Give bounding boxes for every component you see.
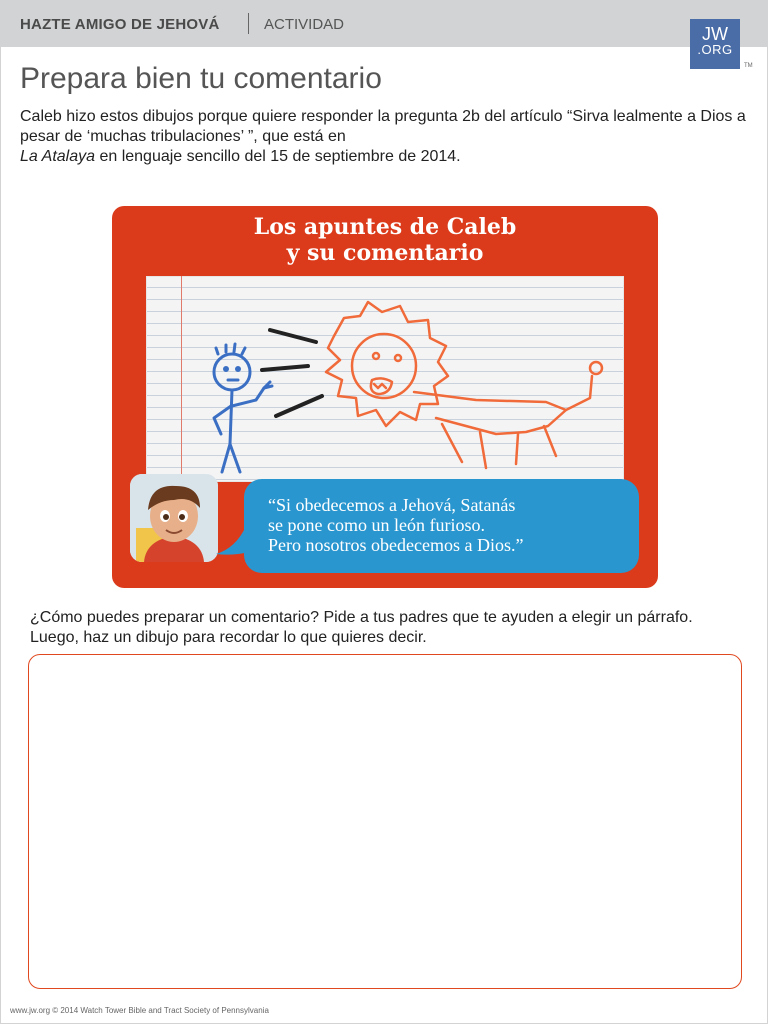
series-title: HAZTE AMIGO DE JEHOVÁ	[20, 16, 220, 33]
card-title	[112, 214, 658, 266]
publication-name: La Atalaya	[20, 148, 96, 165]
caleb-avatar	[130, 474, 218, 562]
stick-figure-boy	[214, 344, 272, 472]
caleb-quote: “Si obedecemos a Jehová, Satanás se pone como un león furioso. Pero nosotros obedecemos a Dios.”	[268, 495, 524, 555]
drawing-answer-area[interactable]	[28, 654, 742, 989]
caleb-notes-card	[112, 206, 658, 588]
intro-part1: Caleb hizo estos dibujos porque quiere responder la pregunta 2b del artículo “Sirva lealmente a Dios a pesar de ‘muchas tribulaciones’ ”, que está en	[20, 108, 746, 145]
intro-part2: en lenguaje sencillo del 15 de septiembre de 2014.	[95, 148, 461, 165]
logo-org-text: .ORG	[697, 42, 733, 57]
card-title-line2: y su comentario	[286, 240, 484, 266]
lion-drawing	[326, 302, 602, 468]
question-text: ¿Cómo puedes preparar un comentario? Pide a tus padres que te ayuden a elegir un párrafo. Luego, haz un dibujo para recordar lo que quieres decir.	[30, 609, 693, 646]
trademark-mark: TM	[744, 63, 753, 69]
card-title-line1: Los apuntes de Caleb	[253, 214, 517, 240]
caleb-face-icon	[130, 474, 218, 562]
header-bar	[0, 0, 768, 47]
speech-bubble	[244, 479, 639, 573]
activity-label: ACTIVIDAD	[264, 16, 345, 33]
notebook-paper	[146, 276, 624, 482]
roar-lines	[262, 330, 322, 416]
logo-jw-text: JW	[702, 24, 728, 44]
header-divider	[248, 13, 249, 34]
intro-text	[20, 107, 750, 167]
jw-org-logo[interactable]	[690, 19, 740, 69]
page-title: Prepara bien tu comentario	[20, 62, 382, 95]
copyright-footer: www.jw.org © 2014 Watch Tower Bible and Tract Society of Pennsylvania	[10, 1006, 269, 1015]
crayon-drawing	[146, 276, 624, 482]
